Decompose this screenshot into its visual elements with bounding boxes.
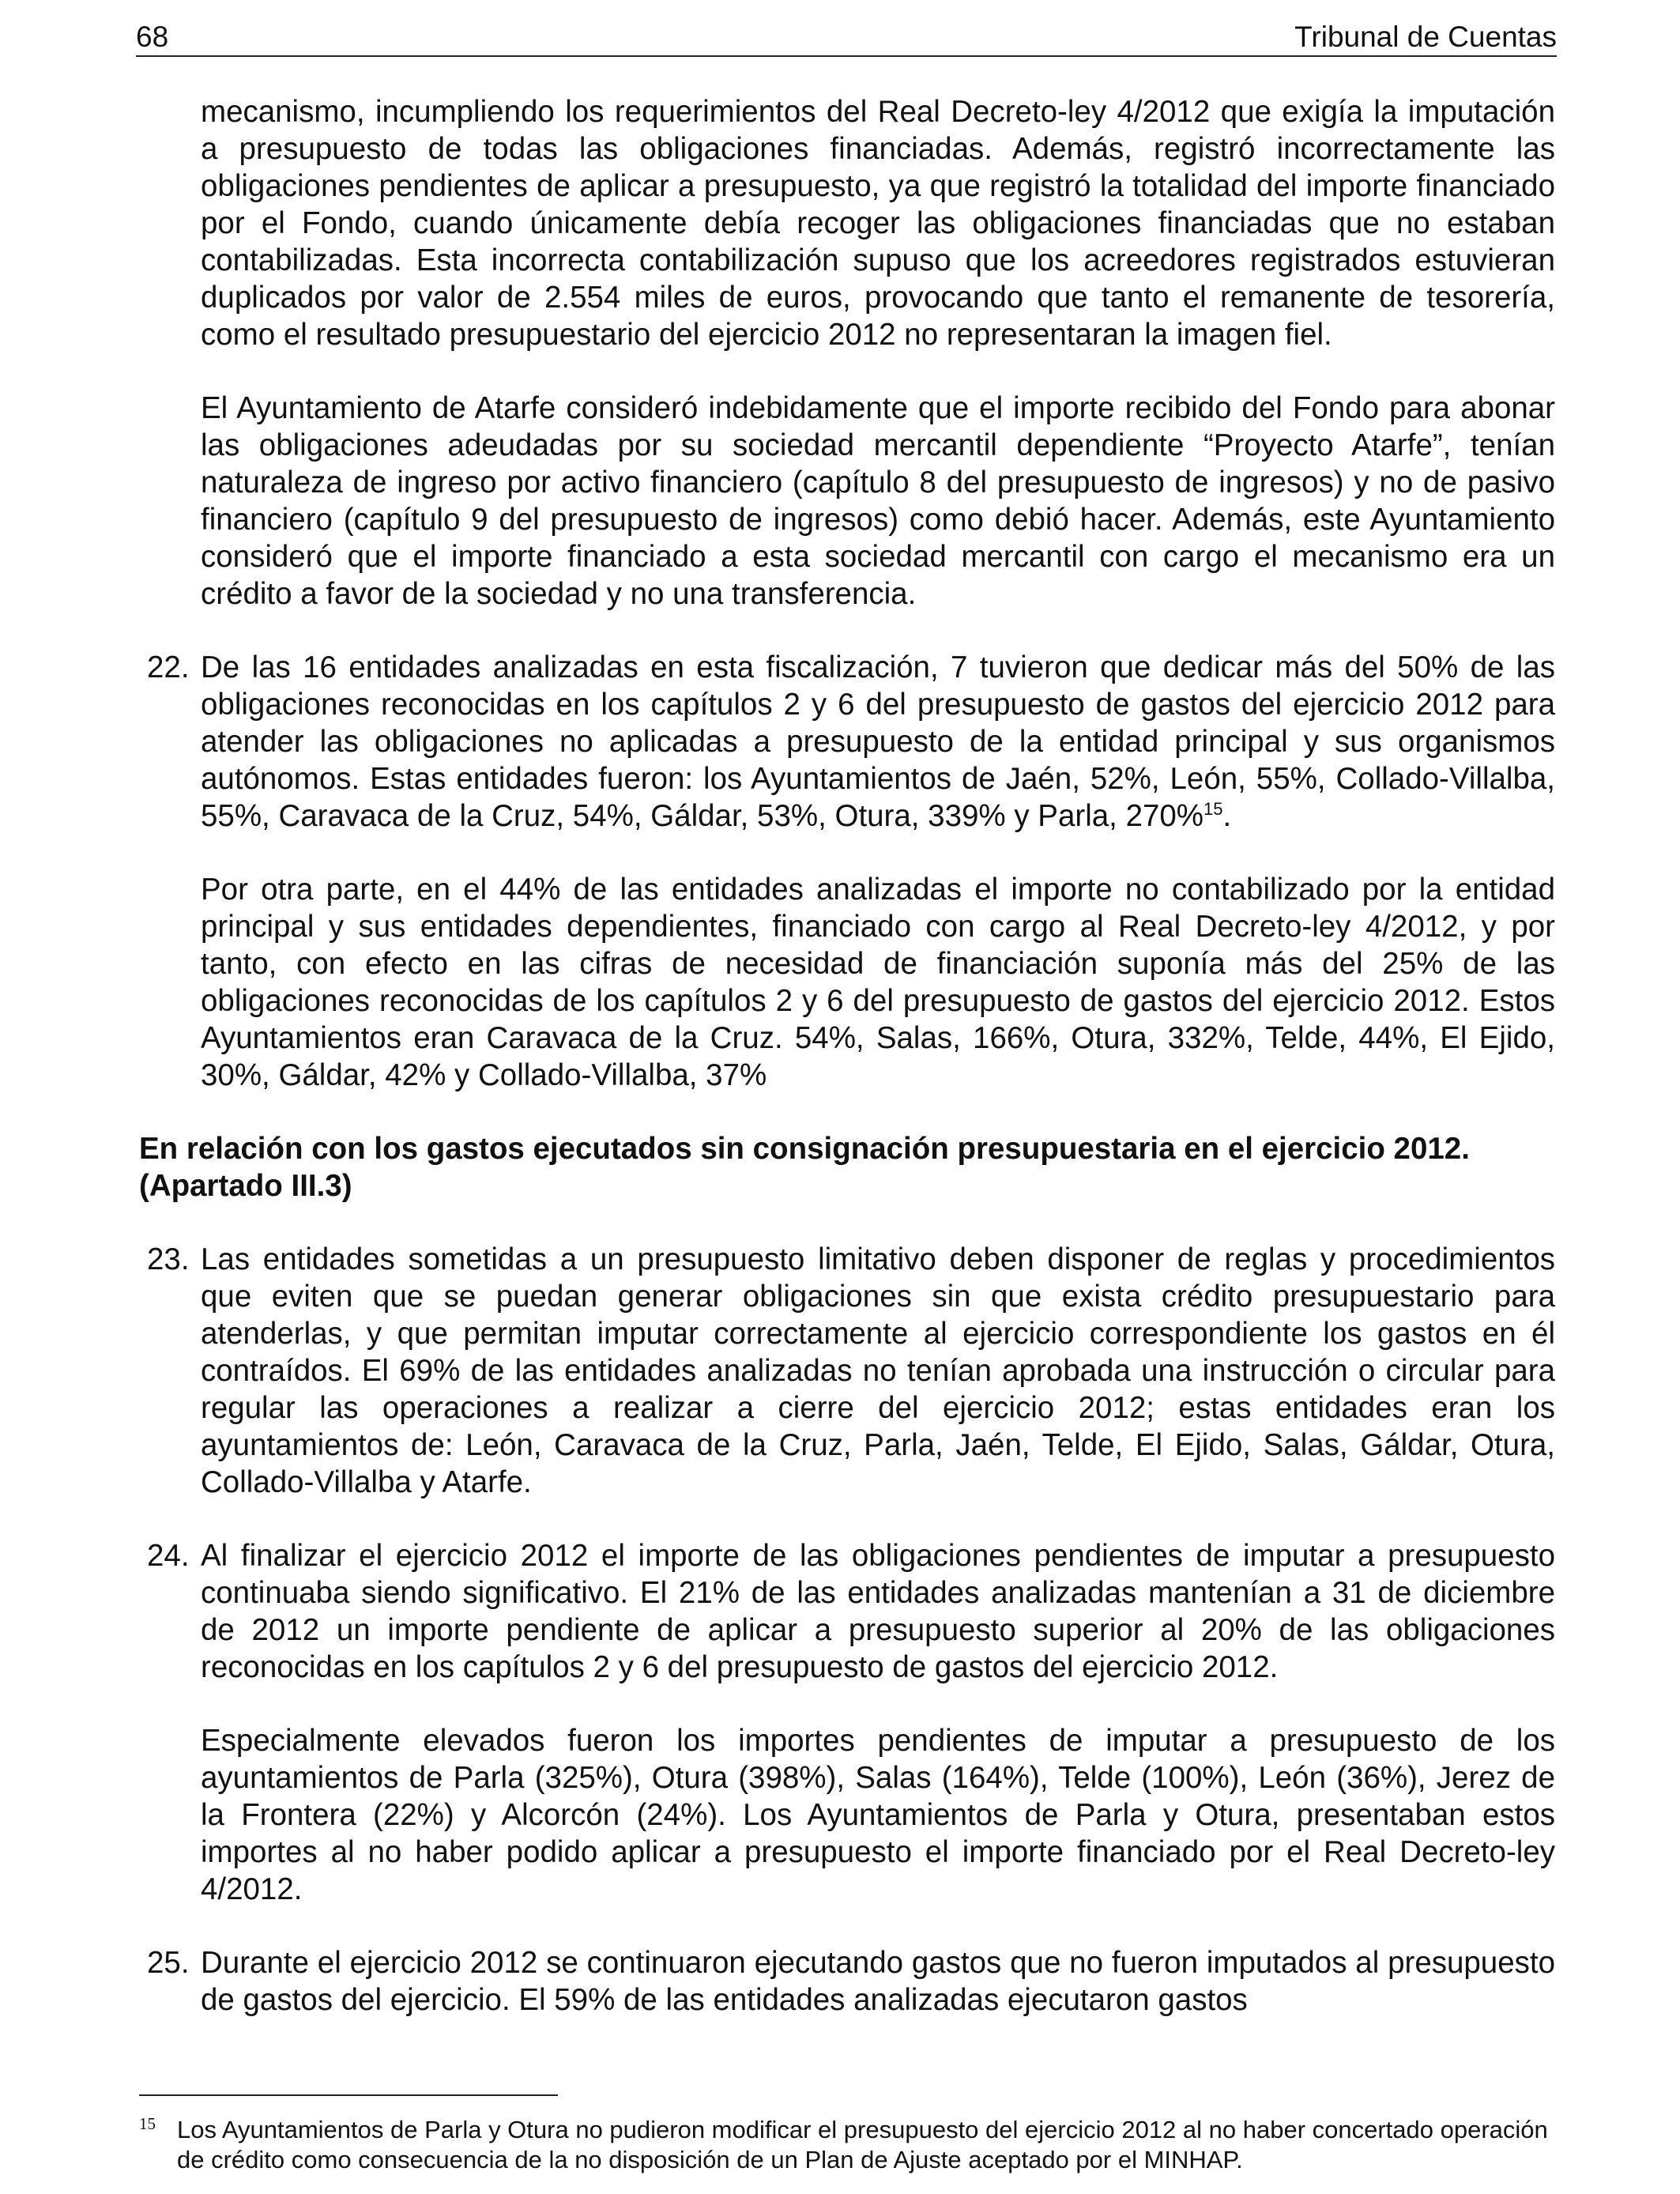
numbered-item-24 [139,1537,1555,1686]
item-number: 23. [147,1242,190,1276]
item-22-end: . [1222,799,1232,833]
numbered-item-25 [139,1944,1555,2019]
section-heading: En relación con los gastos ejecutados sin consignación presupuestaria en el ejercicio 2012. (Apartado III.3) [139,1132,1470,1203]
numbered-item-23 [139,1241,1555,1501]
item-number: 25. [147,1946,190,1980]
footnote-text: Los Ayuntamientos de Parla y Otura no pudieron modificar el presupuesto del ejercicio 2012 al no haber concertado operación de crédito como consecuencia de la no disposición de un Plan de Ajuste aceptado por el MINHAP. [177,2116,1548,2173]
paragraph-other: Por otra parte, en el 44% de las entidades analizadas el importe no contabilizado por la entidad principal y sus entidades dependientes, financiado con cargo al Real Decreto-ley 4/2012, y por tanto, con efecto en las cifras de necesidad de financiación suponía más del 25% de las obligaciones reconocidas de los capítulos 2 y 6 del presupuesto de gastos del ejercicio 2012. Estos Ayuntamientos eran Caravaca de la Cruz. 54%, Salas, 166%, Otura, 332%, Telde, 44%, El Ejido, 30%, Gáldar, 42% y Collado-Villalba, 37% [201,873,1555,1092]
footnote-number: 15 [139,2114,156,2133]
numbered-item-22 [139,649,1555,835]
page-body [139,93,1555,2055]
publisher-name: Tribunal de Cuentas [1294,21,1557,53]
footnote-separator [139,2094,558,2096]
item-22-body: De las 16 entidades analizadas en esta fiscalización, 7 tuvieron que dedicar más del 50% de las obligaciones reconocidas en los capítulos 2 y 6 del presupuesto de gastos del ejercicio 2012 para atender las obligaciones no aplicadas a presupuesto de la entidad principal y sus organismos autónomos. Estas entidades fueron: los Ayuntamientos de Jaén, 52%, León, 55%, Collado-Villalba, 55%, Caravaca de la Cruz, 54%, Gáldar, 53%, Otura, 339% y Parla, 270% [201,650,1555,833]
footnote [139,2115,1555,2175]
item-text [201,649,1555,835]
paragraph-continuation: mecanismo, incumpliendo los requerimientos del Real Decreto-ley 4/2012 que exigía la imputación a presupuesto de todas las obligaciones financiadas. Además, registró incorrectamente las obligaciones pendientes de aplicar a presupuesto, ya que registró la totalidad del importe financiado por el Fondo, cuando únicamente debía recoger las obligaciones financiadas que no estaban contabilizadas. Esta incorrecta contabilización supuso que los acreedores registrados estuvieran duplicados por valor de 2.554 miles de euros, provocando que tanto el remanente de tesorería, como el resultado presupuestario del ejercicio 2012 no representaran la imagen fiel. [201,95,1555,352]
item-text: Las entidades sometidas a un presupuesto limitativo deben disponer de reglas y procedimientos que eviten que se puedan generar obligaciones sin que exista crédito presupuestario para atenderlas, y que permitan imputar correctamente al ejercicio correspondiente los gastos en él contraídos. El 69% de las entidades analizadas no tenían aprobada una instrucción o circular para regular las operaciones a realizar a cierre del ejercicio 2012; estas entidades eran los ayuntamientos de: León, Caravaca de la Cruz, Parla, Jaén, Telde, El Ejido, Salas, Gáldar, Otura, Collado-Villalba y Atarfe. [201,1242,1555,1499]
item-number: 24. [147,1539,190,1573]
item-text: Al finalizar el ejercicio 2012 el importe de las obligaciones pendientes de imputar a presupuesto continuaba siendo significativo. El 21% de las entidades analizadas mantenían a 31 de diciembre de 2012 un importe pendiente de aplicar a presupuesto superior al 20% de las obligaciones reconocidas en los capítulos 2 y 6 del presupuesto de gastos del ejercicio 2012. [201,1539,1555,1684]
paragraph-especially: Especialmente elevados fueron los importes pendientes de imputar a presupuesto de los ayuntamientos de Parla (325%), Otura (398%), Salas (164%), Telde (100%), León (36%), Jerez de la Frontera (22%) y Alcorcón (24%). Los Ayuntamientos de Parla y Otura, presentaban estos importes al no haber podido aplicar a presupuesto el importe financiado por el Real Decreto-ley 4/2012. [201,1724,1555,1906]
page-header [136,16,1557,57]
footnote-reference[interactable]: 15 [1203,799,1223,820]
item-text: Durante el ejercicio 2012 se continuaron ejecutando gastos que no fueron imputados al presupuesto de gastos del ejercicio. El 59% de las entidades analizadas ejecutaron gastos [201,1946,1555,2017]
page-number: 68 [136,21,169,53]
paragraph-atarfe: El Ayuntamiento de Atarfe consideró indebidamente que el importe recibido del Fondo para abonar las obligaciones adeudadas por su sociedad mercantil dependiente “Proyecto Atarfe”, tenían naturaleza de ingreso por activo financiero (capítulo 8 del presupuesto de ingresos) y no de pasivo financiero (capítulo 9 del presupuesto de ingresos) como debió hacer. Además, este Ayuntamiento consideró que el importe financiado a esta sociedad mercantil con cargo el mecanismo era un crédito a favor de la sociedad y no una transferencia. [201,391,1555,611]
item-number: 22. [147,650,190,684]
